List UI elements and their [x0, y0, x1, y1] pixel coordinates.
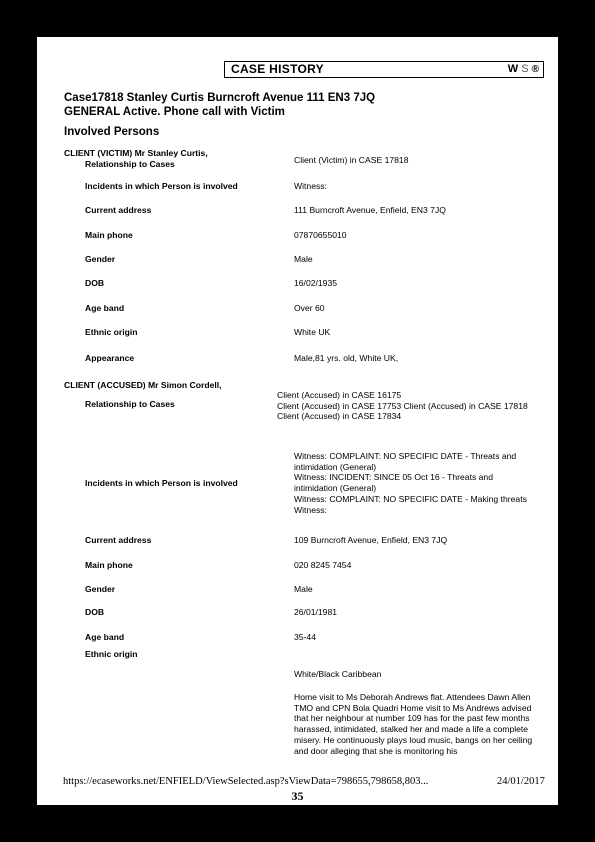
client1-relationship-label: Relationship to Cases: [85, 159, 175, 169]
client2-address-label: Current address: [85, 535, 152, 545]
client2-incidents-value: [294, 451, 556, 515]
client2-relationship-label: Relationship to Cases: [85, 399, 175, 409]
note-line: Home visit to Ms Deborah Andrews flat. Attendees Dawn Allen: [294, 692, 531, 702]
case-history-header: [224, 61, 544, 78]
client2-notes: [294, 692, 556, 756]
incident-line: intimidation (General): [294, 483, 377, 494]
incident-line: intimidation (General): [294, 461, 377, 472]
client2-address-value: 109 Burncroft Avenue, Enfield, EN3 7JQ: [294, 535, 448, 545]
footer-date: 24/01/2017: [497, 776, 545, 787]
client2-ageband-value: 35-44: [294, 632, 316, 642]
relationship-line: Client (Accused) in CASE 16175: [277, 390, 402, 400]
ws-logo: W S ®: [507, 63, 539, 75]
client1-phone-value: 07870655010: [294, 230, 347, 240]
client1-ageband-label: Age band: [85, 303, 125, 313]
client2-ethnic-label: Ethnic origin: [85, 649, 138, 659]
note-line: that her neighbour at number 109 has for the past few months: [294, 713, 530, 724]
client1-ethnic-value: White UK: [294, 327, 331, 337]
client1-heading: CLIENT (VICTIM) Mr Stanley Curtis,: [64, 148, 208, 158]
note-line: harassed, intimidated, stalked her and made a life a complete: [294, 724, 529, 735]
client2-heading: CLIENT (ACCUSED) Mr Simon Cordell,: [64, 380, 222, 390]
client1-relationship-value: Client (Victim) in CASE 17818: [294, 155, 409, 165]
client1-dob-value: 16/02/1935: [294, 278, 338, 288]
incident-line: Witness: INCIDENT: SINCE 05 Oct 16 - Threats and: [294, 472, 493, 483]
client2-relationship-value: [277, 390, 557, 422]
client1-incidents-value: Witness:: [294, 181, 327, 191]
page-number: 35: [291, 789, 304, 803]
client2-phone-label: Main phone: [85, 560, 133, 570]
client1-appearance-label: Appearance: [85, 353, 135, 363]
note-line: misery. He continuously plays loud music, bangs on her ceiling: [294, 734, 533, 745]
client1-address-value: 111 Burncroft Avenue, Enfield, EN3 7JQ: [294, 205, 446, 215]
relationship-line: Client (Accused) in CASE 17834: [277, 411, 402, 422]
case-title-line2: GENERAL Active. Phone call with Victim: [64, 106, 285, 118]
client2-gender-value: Male: [294, 584, 313, 594]
client2-dob-label: DOB: [85, 607, 105, 617]
client1-phone-label: Main phone: [85, 230, 133, 240]
client1-dob-label: DOB: [85, 278, 105, 288]
client2-gender-label: Gender: [85, 584, 116, 594]
case-title-line1: Case17818 Stanley Curtis Burncroft Avenue 111 EN3 7JQ: [64, 92, 376, 104]
incident-line: Witness: COMPLAINT: NO SPECIFIC DATE - Threats and: [294, 451, 517, 461]
document-page: [37, 37, 558, 805]
client1-gender-value: Male: [294, 254, 313, 264]
incident-line: Witness: COMPLAINT: NO SPECIFIC DATE - Making threats: [294, 493, 527, 504]
client2-phone-value: 020 8245 7454: [294, 560, 352, 570]
client1-gender-label: Gender: [85, 254, 116, 264]
incident-line: Witness:: [294, 504, 327, 515]
client2-dob-value: 26/01/1981: [294, 607, 338, 617]
section-title: Involved Persons: [64, 126, 160, 138]
client2-ageband-label: Age band: [85, 632, 125, 642]
client1-incidents-label: Incidents in which Person is involved: [85, 181, 238, 191]
client1-address-label: Current address: [85, 205, 152, 215]
footer-url: https://ecaseworks.net/ENFIELD/ViewSelected.asp?sViewData=798655,798658,803...: [63, 776, 429, 787]
client1-appearance-value: Male,81 yrs. old, White UK,: [294, 353, 399, 363]
client2-ethnic-value: White/Black Caribbean: [294, 669, 382, 679]
client1-ageband-value: Over 60: [294, 303, 325, 313]
header-title: CASE HISTORY: [231, 62, 324, 76]
note-line: and door alleging that she is monitoring his: [294, 745, 458, 756]
client1-ethnic-label: Ethnic origin: [85, 327, 138, 337]
relationship-line: Client (Accused) in CASE 17753 Client (Accused) in CASE 17818: [277, 400, 528, 411]
client2-incidents-label: Incidents in which Person is involved: [85, 478, 238, 488]
case-title: [64, 91, 375, 119]
note-line: TMO and CPN Bola Quadri Home visit to Ms Andrews advised: [294, 702, 532, 713]
